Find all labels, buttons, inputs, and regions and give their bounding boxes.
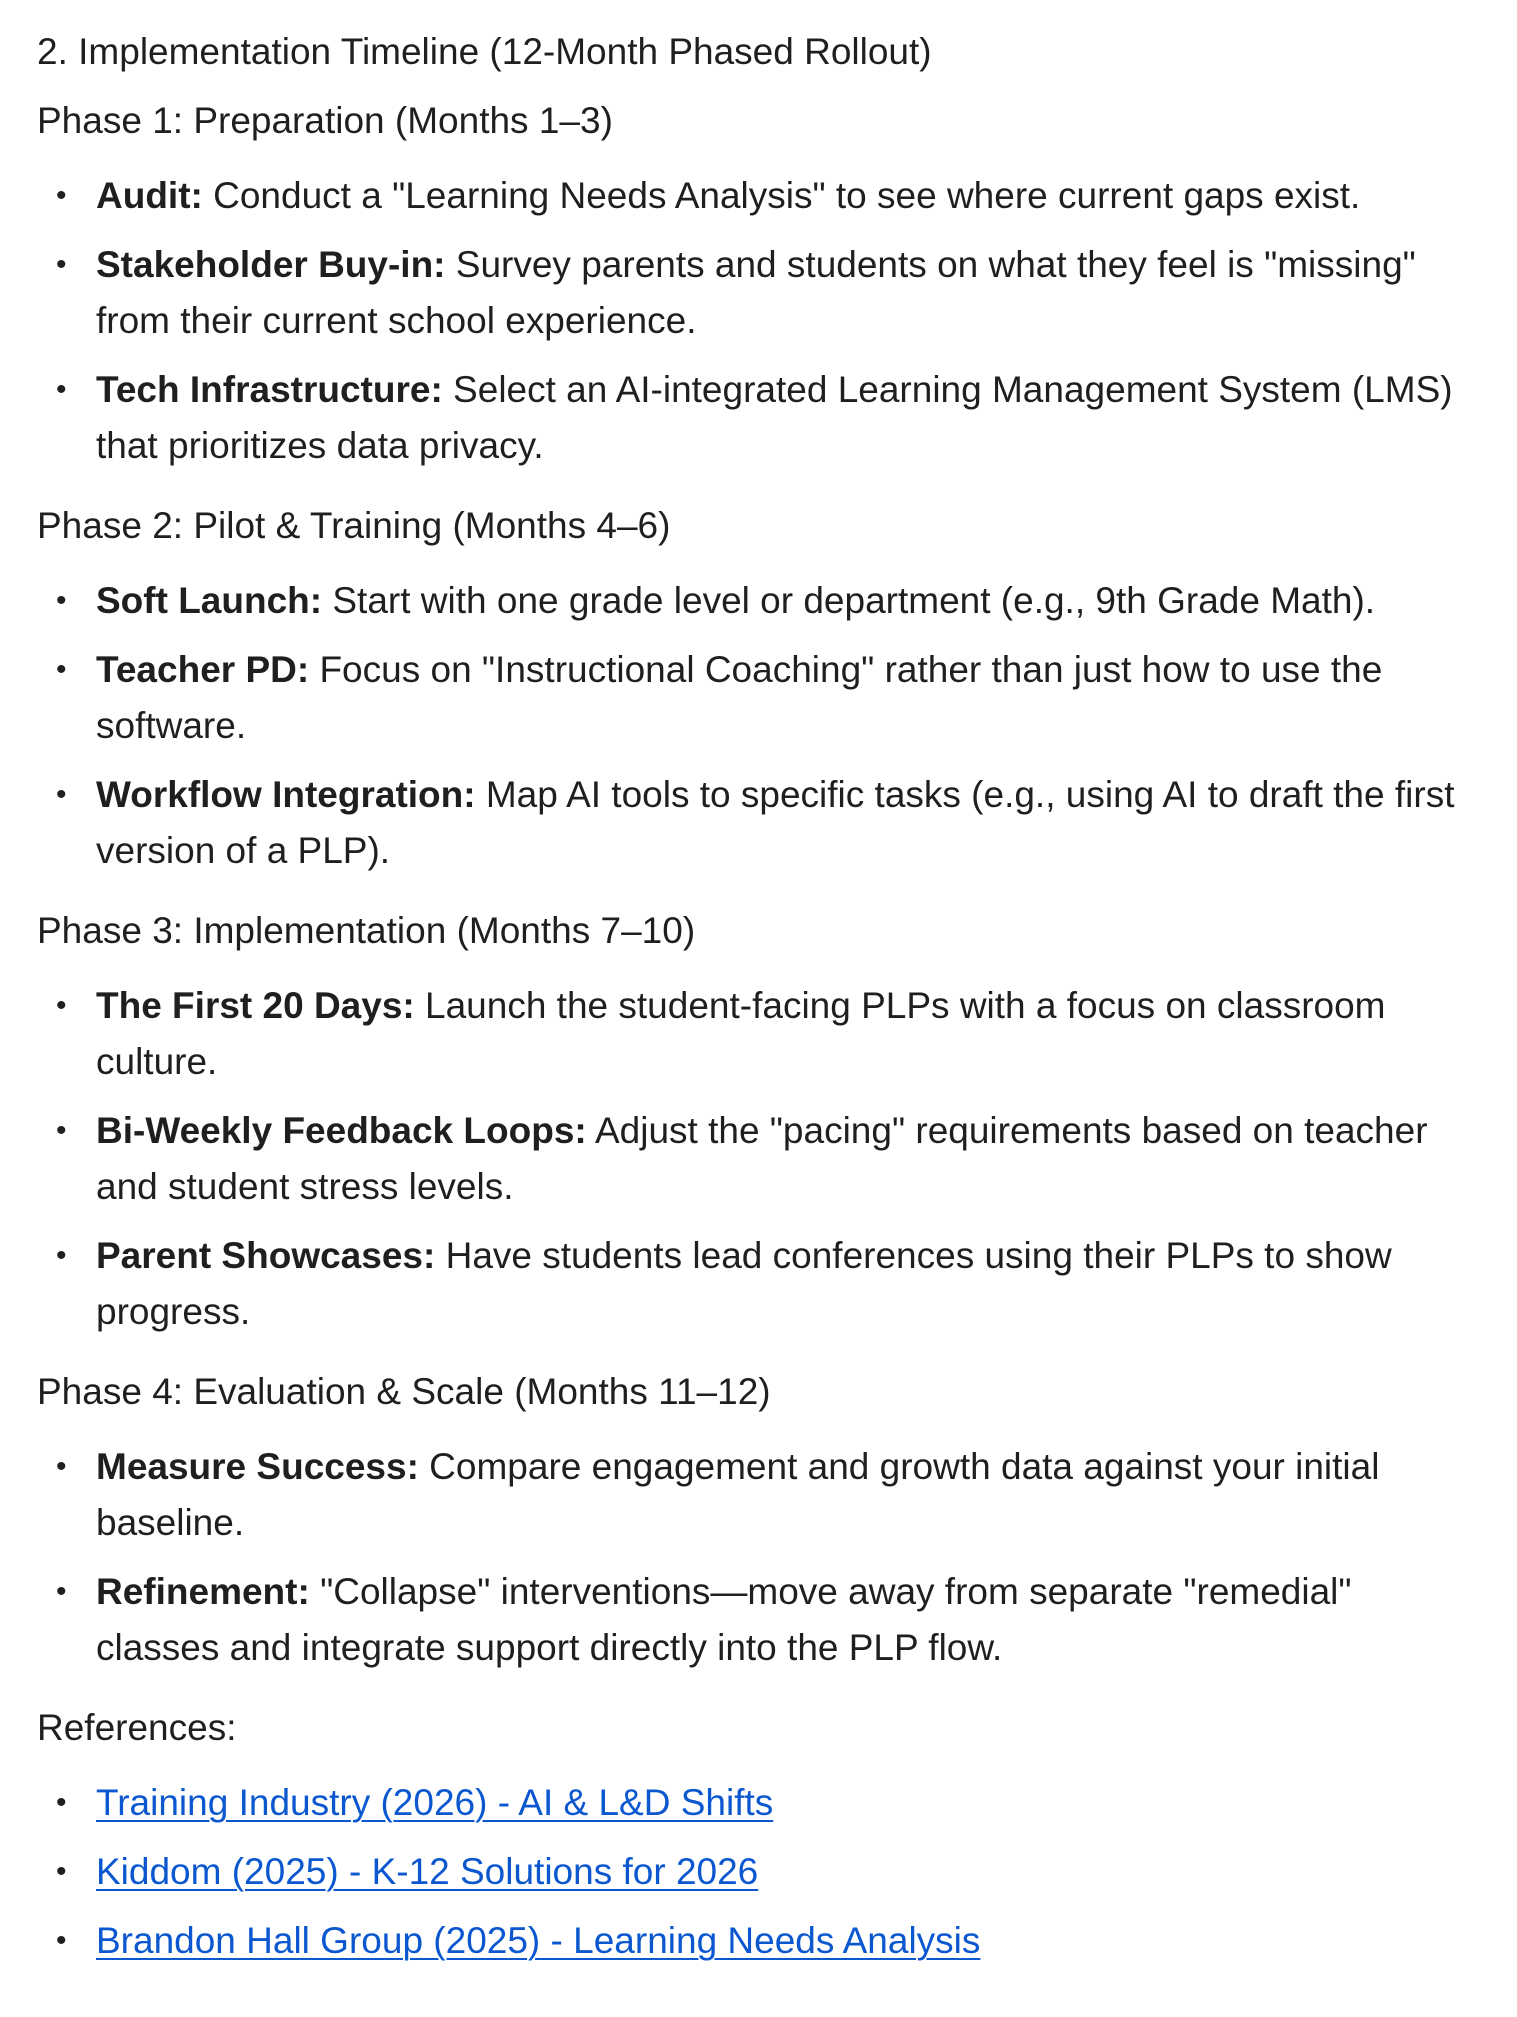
phase-1 xyxy=(37,99,1507,474)
phase-3 xyxy=(37,909,1507,1340)
list-item xyxy=(37,1103,1457,1215)
phase-item-list xyxy=(37,168,1507,474)
item-text: Conduct a "Learning Needs Analysis" to see where current gaps exist. xyxy=(202,175,1361,216)
item-text: Compare engagement and growth data against your initial baseline. xyxy=(96,1446,1380,1543)
bullet-icon: • xyxy=(56,1114,67,1147)
item-term: Tech Infrastructure: xyxy=(96,369,443,410)
item-text: Select an AI-integrated Learning Management System (LMS) that prioritizes data privacy. xyxy=(96,369,1453,466)
reference-link-brandon-hall[interactable]: Brandon Hall Group (2025) - Learning Needs Analysis xyxy=(96,1920,981,1961)
phase-item-list xyxy=(37,1439,1507,1676)
item-text: Launch the student-facing PLPs with a focus on classroom culture. xyxy=(96,985,1386,1082)
item-term: Teacher PD: xyxy=(96,649,310,690)
reference-link-training-industry[interactable]: Training Industry (2026) - AI & L&D Shifts xyxy=(96,1782,774,1823)
references-section xyxy=(37,1706,1507,1969)
bullet-icon: • xyxy=(56,1924,67,1957)
item-text: Map AI tools to specific tasks (e.g., using AI to draft the first version of a PLP). xyxy=(96,774,1455,871)
reference-link-kiddom[interactable]: Kiddom (2025) - K-12 Solutions for 2026 xyxy=(96,1851,759,1892)
bullet-icon: • xyxy=(56,1239,67,1272)
bullet-icon: • xyxy=(56,179,67,212)
bullet-icon: • xyxy=(56,248,67,281)
phase-item-list xyxy=(37,573,1507,879)
item-text: Focus on "Instructional Coaching" rather than just how to use the software. xyxy=(96,649,1383,746)
list-item xyxy=(37,1228,1457,1340)
item-term: Soft Launch: xyxy=(96,580,323,621)
list-item xyxy=(37,978,1457,1090)
item-text: Start with one grade level or department (e.g., 9th Grade Math). xyxy=(322,580,1376,621)
phase-item-list xyxy=(37,978,1507,1340)
reference-item xyxy=(37,1913,1457,1969)
bullet-icon: • xyxy=(56,584,67,617)
item-term: Refinement: xyxy=(96,1571,310,1612)
item-term: Bi-Weekly Feedback Loops: xyxy=(96,1110,587,1151)
list-item xyxy=(37,573,1457,629)
list-item xyxy=(37,1564,1457,1676)
list-item xyxy=(37,642,1457,754)
item-term: Stakeholder Buy-in: xyxy=(96,244,446,285)
item-text: Survey parents and students on what they feel is "missing" from their current school experience. xyxy=(96,244,1416,341)
section-title: 2. Implementation Timeline (12-Month Phased Rollout) xyxy=(37,31,932,72)
phase-heading: Phase 3: Implementation (Months 7–10) xyxy=(37,910,696,951)
item-term: The First 20 Days: xyxy=(96,985,415,1026)
bullet-icon: • xyxy=(56,989,67,1022)
item-term: Measure Success: xyxy=(96,1446,419,1487)
bullet-icon: • xyxy=(56,373,67,406)
bullet-icon: • xyxy=(56,778,67,811)
phase-2 xyxy=(37,504,1507,879)
phase-heading: Phase 1: Preparation (Months 1–3) xyxy=(37,100,613,141)
phase-heading: Phase 2: Pilot & Training (Months 4–6) xyxy=(37,505,671,546)
item-term: Workflow Integration: xyxy=(96,774,476,815)
bullet-icon: • xyxy=(56,1786,67,1819)
list-item xyxy=(37,362,1457,474)
phase-4 xyxy=(37,1370,1507,1676)
list-item xyxy=(37,767,1457,879)
item-text: Adjust the "pacing" requirements based on teacher and student stress levels. xyxy=(96,1110,1428,1207)
phase-heading: Phase 4: Evaluation & Scale (Months 11–12) xyxy=(37,1371,771,1412)
item-text: Have students lead conferences using their PLPs to show progress. xyxy=(96,1235,1392,1332)
reference-item xyxy=(37,1775,1457,1831)
references-list xyxy=(37,1775,1507,1969)
bullet-icon: • xyxy=(56,1855,67,1888)
bullet-icon: • xyxy=(56,653,67,686)
reference-item xyxy=(37,1844,1457,1900)
list-item xyxy=(37,237,1457,349)
bullet-icon: • xyxy=(56,1575,67,1608)
bullet-icon: • xyxy=(56,1450,67,1483)
list-item xyxy=(37,168,1457,224)
item-text: "Collapse" interventions—move away from separate "remedial" classes and integrate support directly into the PLP flow. xyxy=(96,1571,1352,1668)
item-term: Parent Showcases: xyxy=(96,1235,436,1276)
item-term: Audit: xyxy=(96,175,203,216)
references-heading: References: xyxy=(37,1707,237,1748)
list-item xyxy=(37,1439,1457,1551)
